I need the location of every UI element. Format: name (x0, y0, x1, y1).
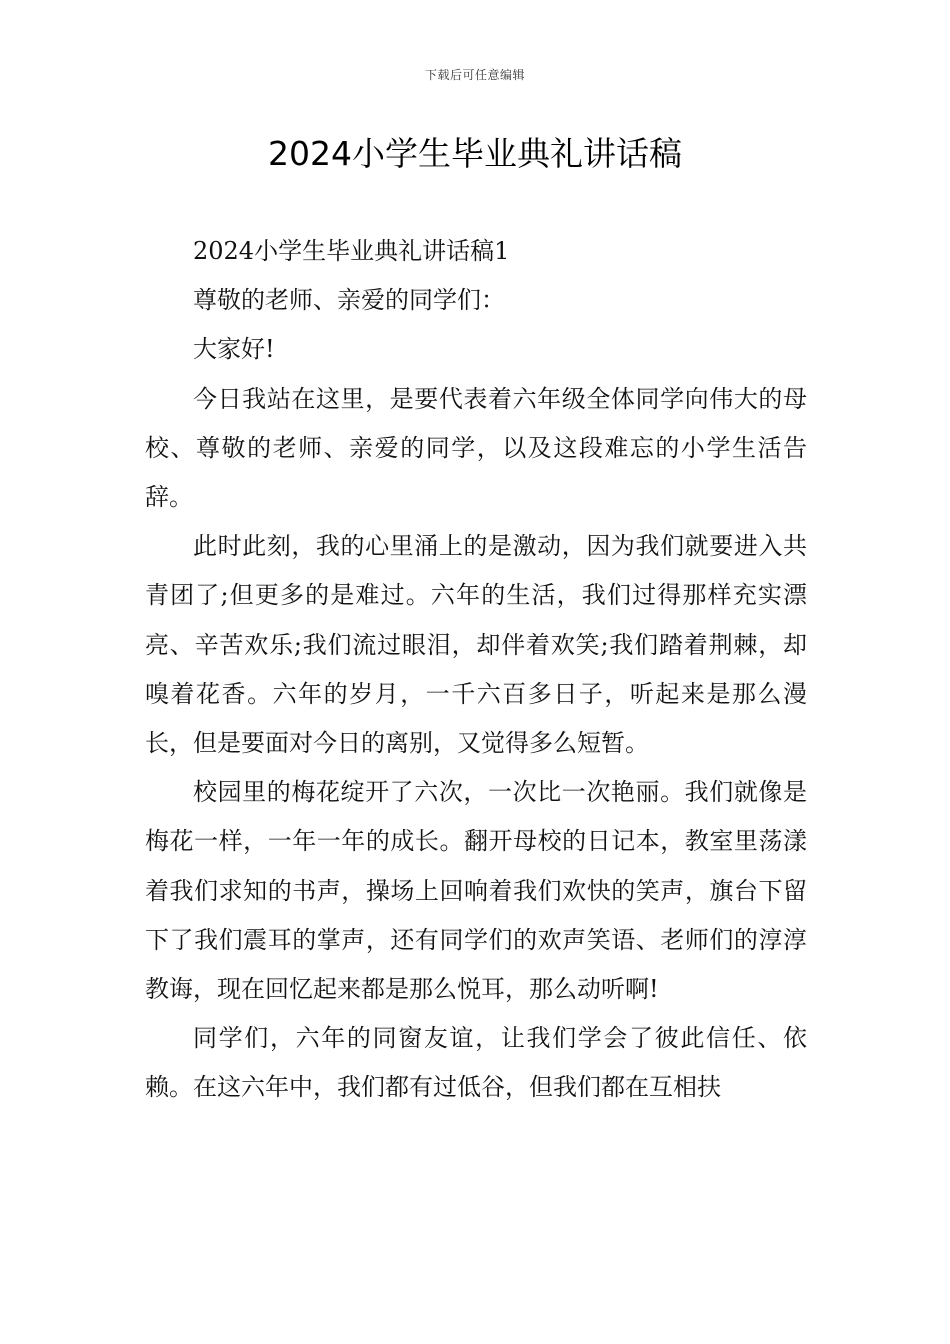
document-title: 2024小学生毕业典礼讲话稿 (268, 134, 682, 173)
body-paragraph: 同学们，六年的同窗友谊，让我们学会了彼此信任、依赖。在这六年中，我们都有过低谷，但我们都在互相扶 (145, 1024, 807, 1102)
document-body (145, 227, 807, 1113)
speech-subtitle: 2024小学生毕业典礼讲话稿1 (193, 237, 510, 265)
body-paragraph: 今日我站在这里，是要代表着六年级全体同学向伟大的母校、尊敬的老师、亲爱的同学，以及这段难忘的小学生活告辞。 (145, 384, 807, 512)
greeting: 大家好! (193, 335, 275, 364)
body-paragraph: 此时此刻，我的心里涌上的是激动，因为我们就要进入共青团了;但更多的是难过。六年的生活，我们过得那样充实漂亮、辛苦欢乐;我们流过眼泪，却伴着欢笑;我们踏着荆棘，却嗅着花香。六年的岁月，一千六百多日子，听起来是那么漫长，但是要面对今日的离别，又觉得多么短暂。 (145, 532, 807, 758)
header-note: 下载后可任意编辑 (424, 68, 525, 82)
salutation: 尊敬的老师、亲爱的同学们： (193, 286, 505, 315)
body-paragraph: 校园里的梅花绽开了六次，一次比一次艳丽。我们就像是梅花一样，一年一年的成长。翻开母校的日记本，教室里荡漾着我们求知的书声，操场上回响着我们欢快的笑声，旗台下留下了我们震耳的掌声，还有同学们的欢声笑语、老师们的淳淳教诲，现在回忆起来都是那么悦耳，那么动听啊! (145, 778, 807, 1004)
